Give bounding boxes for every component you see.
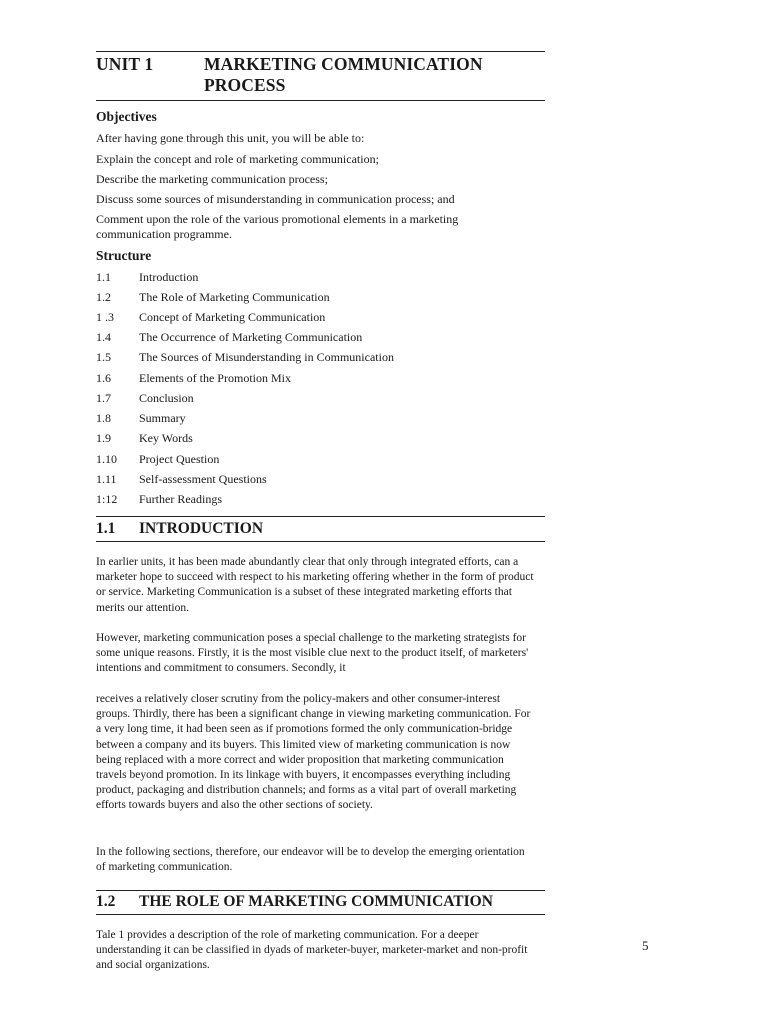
unit-title: MARKETING COMMUNICATION PROCESS <box>204 54 483 95</box>
paragraph: receives a relatively closer scrutiny from the policy-makers and other consumer-interest groups. Thirdly, there has been a significant change in viewing marketing communication. For a very long time, it had been seen as if promotions formed the only communication-bridge between a company and its buyers. This limited view of marketing communication is now being replaced with a more correct and wider proposition that marketing communication travels beyond promotion. In its linkage with buyers, it encompasses everything including product, packaging and distribution channels; and forms as a vital part of overall marketing efforts towards buyers and also the other sections of society. <box>96 693 531 812</box>
structure-item-title: Concept of Marketing Communication <box>139 310 326 324</box>
section-1-1-top-rule <box>96 516 545 517</box>
objectives-heading: Objectives <box>96 109 157 124</box>
page-number: 5 <box>642 938 649 953</box>
objective-item: Explain the concept and role of marketing communication; <box>96 152 379 166</box>
objective-item: Discuss some sources of misunderstanding in communication process; and <box>96 192 455 206</box>
structure-item-number: 1.1 <box>96 270 111 284</box>
structure-item-number: 1.10 <box>96 452 117 466</box>
structure-item-title: The Occurrence of Marketing Communication <box>139 330 363 344</box>
structure-item-number: 1.7 <box>96 391 111 405</box>
structure-item-title: Elements of the Promotion Mix <box>139 371 291 385</box>
section-1-2-bottom-rule <box>96 914 545 915</box>
section-1-2-top-rule <box>96 890 545 891</box>
objective-item: Describe the marketing communication process; <box>96 172 328 186</box>
unit-number: UNIT 1 <box>96 54 154 74</box>
structure-item-number: 1.6 <box>96 371 111 385</box>
section-number: 1.1 <box>96 520 116 537</box>
structure-item-title: Further Readings <box>139 492 222 506</box>
structure-item-number: 1.4 <box>96 330 111 344</box>
paragraph: However, marketing communication poses a special challenge to the marketing strategists for some unique reasons. Firstly, it is the most visible clue next to the product itself, of marketers' intentions and commitment to consumers. Secondly, it <box>96 632 529 675</box>
unit-top-rule <box>96 51 545 52</box>
structure-item-title: Summary <box>139 411 186 425</box>
section-title: INTRODUCTION <box>139 520 264 537</box>
structure-item-number: 1.9 <box>96 431 111 445</box>
section-1-1-bottom-rule <box>96 541 545 542</box>
objectives-intro: After having gone through this unit, you will be able to: <box>96 131 365 145</box>
paragraph: In the following sections, therefore, our endeavor will be to develop the emerging orientation of marketing communication. <box>96 846 525 874</box>
section-title: THE ROLE OF MARKETING COMMUNICATION <box>139 893 493 910</box>
structure-item-number: 1 .3 <box>96 310 114 324</box>
structure-item-title: Key Words <box>139 431 193 445</box>
structure-item-number: 1.2 <box>96 290 111 304</box>
structure-item-title: The Role of Marketing Communication <box>139 290 330 304</box>
paragraph: In earlier units, it has been made abundantly clear that only through integrated efforts, can a marketer hope to succeed with respect to his marketing offering whether in the form of product or service. Marketing Communication is a subset of these integrated marketing efforts that merits our attention. <box>96 556 534 614</box>
structure-item-title: Project Question <box>139 452 220 466</box>
structure-item-number: 1.11 <box>96 472 117 486</box>
paragraph: Tale 1 provides a description of the role of marketing communication. For a deeper understanding it can be classified in dyads of marketer-buyer, marketer-market and non-profit and social organizations. <box>96 929 528 972</box>
structure-item-title: Self-assessment Questions <box>139 472 267 486</box>
structure-item-title: The Sources of Misunderstanding in Communication <box>139 350 394 364</box>
structure-item-number: 1.5 <box>96 350 111 364</box>
section-number: 1.2 <box>96 893 116 910</box>
structure-item-number: 1.8 <box>96 411 111 425</box>
structure-item-title: Introduction <box>139 270 199 284</box>
structure-item-number: 1:12 <box>96 492 118 506</box>
structure-item-title: Conclusion <box>139 391 194 405</box>
structure-heading: Structure <box>96 248 152 263</box>
unit-bottom-rule <box>96 100 545 101</box>
objective-item: Comment upon the role of the various promotional elements in a marketing communication programme. <box>96 212 459 241</box>
